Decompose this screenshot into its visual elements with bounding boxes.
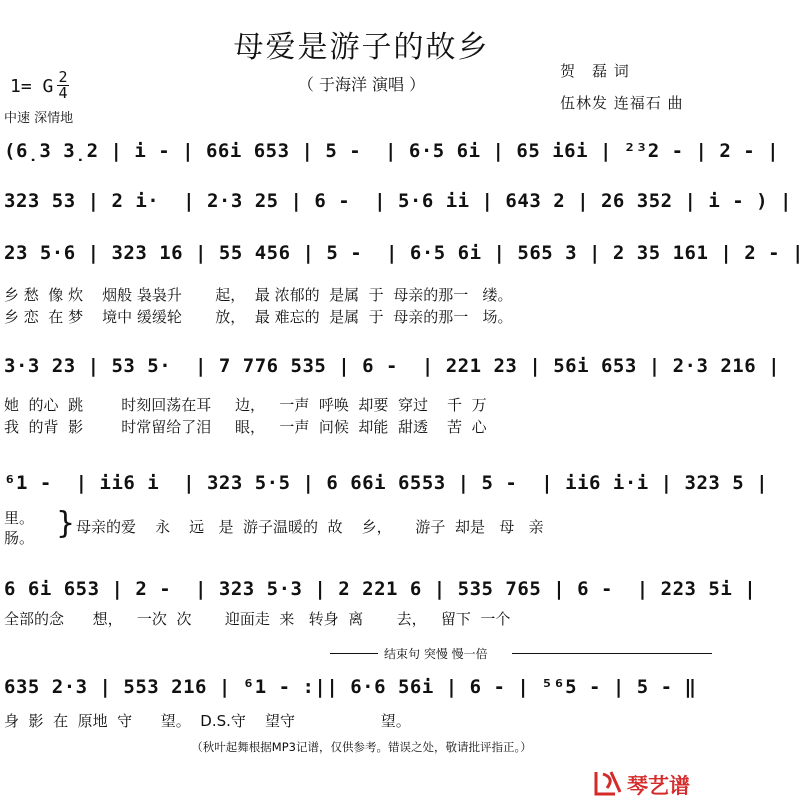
lyric-line-3a: 乡 愁 像 炊 烟般 袅袅升 起， 最 浓郁的 是属 于 母亲的那一 缕。: [4, 286, 513, 304]
lyric-line-7: 身 影 在 原地 守 望。 D.S.守 望守 望。: [4, 712, 411, 730]
lyric-line-4b: 我 的背 影 时常留给了泪 眼， 一声 问候 却能 甜透 苦 心: [4, 418, 487, 436]
lyric-line-5b: 肠。: [4, 529, 35, 547]
ending-line-left: [330, 653, 378, 654]
composer-credit: 伍林发 连福石 曲: [560, 94, 684, 112]
time-bottom: 4: [58, 84, 68, 102]
notation-line-3: 23 5·6 | 323 16 | 55 456 | 5 - | 6·5 6i | 565 3 | 2 35 161 | 2 - |: [4, 242, 804, 264]
lyric-line-5a: 里。: [4, 509, 35, 527]
song-title: 母爱是游子的故乡: [233, 30, 490, 65]
notation-line-4: 3·3 23 | 53 5· | 7 776 535 | 6 - | 221 23 | 56i 653 | 2·3 216 |: [4, 355, 781, 377]
footnote: （秋叶起舞根据MP3记谱，仅供参考。错误之处，敬请批评指正。）: [191, 740, 532, 754]
time-top: 2: [58, 68, 68, 86]
lyric-line-4a: 她 的心 跳 时刻回荡在耳 边， 一声 呼唤 却要 穿过 千 万: [4, 396, 487, 414]
lyricist-credit: 贺 磊 词: [560, 62, 630, 80]
notation-line-7: 635 2·3 | 553 216 | ⁶1 - :|| 6·6 56i | 6 - | ⁵⁶5 - | 5 - ‖: [4, 676, 697, 698]
lyric-line-5: 母亲的爱 永 远 是 游子温暖的 故 乡， 游子 却是 母 亲: [76, 518, 544, 536]
logo-text: 琴艺谱: [627, 774, 690, 798]
singer-credit: （ 于海洋 演唱 ）: [297, 75, 426, 94]
notation-line-2: 323 53 | 2 i· | 2·3 25 | 6 - | 5·6 ii | 643 2 | 26 352 | i - ) |: [4, 190, 792, 212]
verse-brace: }: [56, 506, 76, 541]
site-logo: [593, 768, 719, 798]
notation-line-5: ⁶1 - | ii6 i | 323 5·5 | 6 66i 6553 | 5 - | ii6 i·i | 323 5 |: [4, 472, 769, 494]
tempo-marking: 中速 深情地: [4, 111, 74, 126]
ending-line-right: [512, 653, 712, 654]
logo-mark-icon: [593, 768, 623, 798]
notation-line-6: 6 6i 653 | 2 - | 323 5·3 | 2 221 6 | 535 765 | 6 - | 223 5i |: [4, 578, 757, 600]
key-signature: 1= G: [10, 76, 54, 97]
ending-text: 结束句 突慢 慢一倍: [380, 645, 492, 662]
lyric-line-6: 全部的念 想， 一次 次 迎面走 来 转身 离 去， 留下 一个: [4, 610, 511, 628]
lyric-line-3b: 乡 恋 在 梦 境中 缓缓轮 放， 最 难忘的 是属 于 母亲的那一 场。: [4, 308, 513, 326]
notation-line-1: (6̣3 3̣2 | i - | 66i 653 | 5 - | 6·5 6i | 65 i6i | ²³2 - | 2 - |: [4, 140, 780, 162]
time-signature: [57, 70, 69, 101]
